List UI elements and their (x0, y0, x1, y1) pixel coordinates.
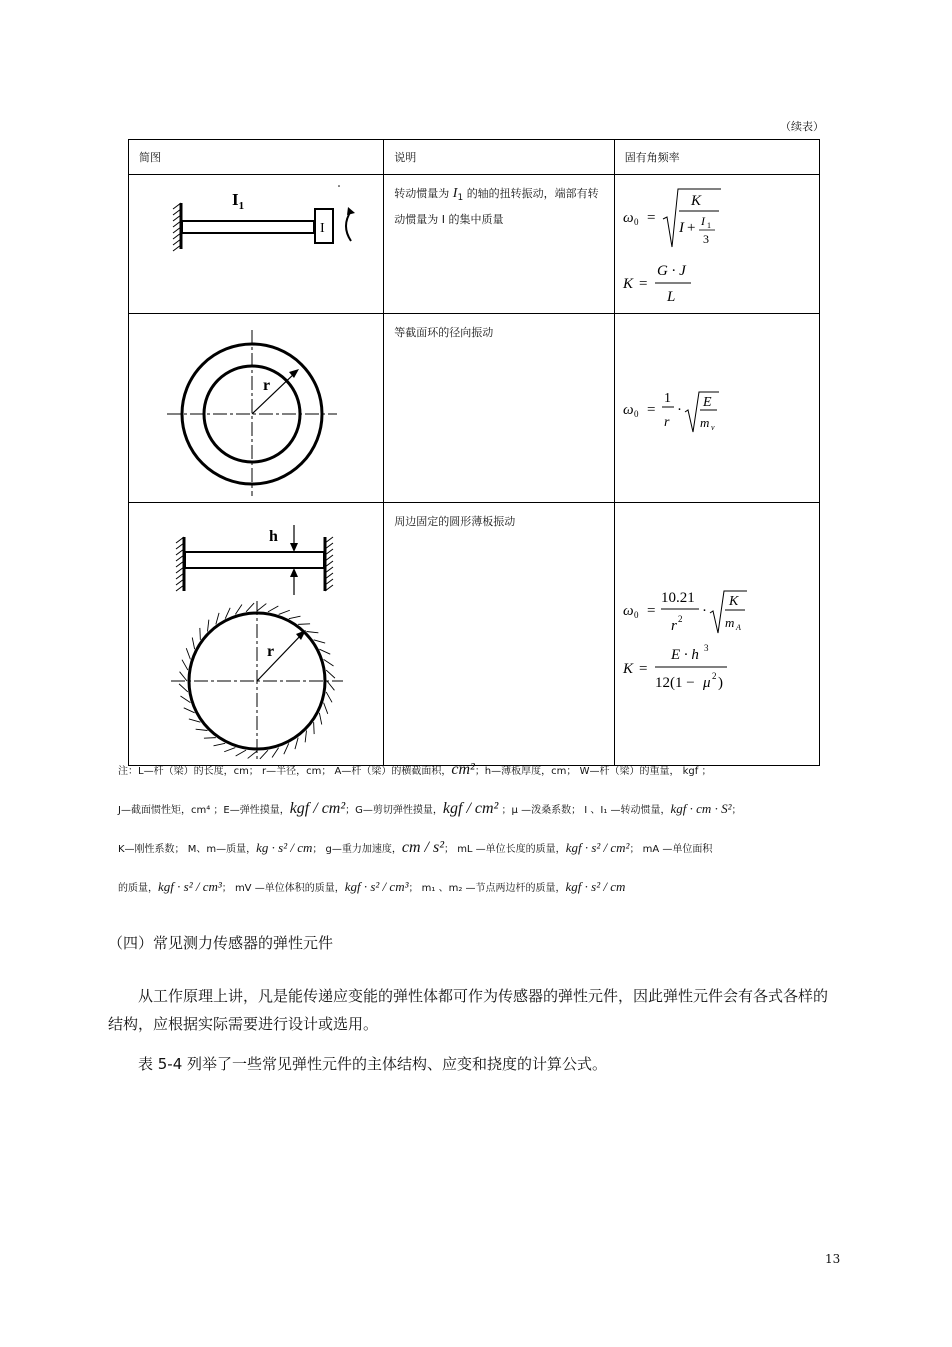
hatch-line (186, 648, 190, 659)
hatch-line (324, 703, 328, 714)
svg-text:1: 1 (663, 391, 671, 406)
radius-label: r (263, 377, 271, 394)
diagram-torsion-shaft (129, 175, 384, 314)
note-line-1: 注：L—杆（梁）的长度，cm； r—半径，cm； A—杆（梁）的横截面积，cm²；h—薄板厚度，cm； W—杆（梁）的重量， kgf ； (118, 761, 712, 778)
description-torsion: 转动惯量为 $I_1$ 的轴的扭转振动，端部有转动惯量为 I 的集中质量 (384, 175, 614, 314)
diagram-ring (129, 314, 384, 503)
table-header-row (129, 140, 820, 175)
svg-text:E: E (702, 395, 712, 410)
hatch-line (326, 692, 332, 702)
hatch-line (180, 672, 187, 681)
svg-text:K: K (690, 193, 701, 209)
svg-text:G · J: G · J (656, 263, 686, 279)
hatch-line (272, 748, 279, 758)
note-line-4: 的质量，kgf · s² / cm³； mV —单位体积的质量，kgf · s² / cm³； m₁ 、m₂ —节点两边杆的质量，kgf · s² / cm (118, 879, 626, 894)
formula-plate (614, 503, 819, 766)
hatch-line (189, 719, 201, 722)
svg-text:+: + (686, 220, 696, 236)
hatch-line (192, 638, 194, 650)
hatch-line (214, 743, 226, 745)
ring-formula (615, 314, 811, 498)
hatch-line (284, 743, 289, 754)
formula-ring (614, 314, 819, 503)
table-row (129, 503, 820, 766)
hatch-line (327, 681, 334, 690)
formula-torsion (614, 175, 819, 314)
hatch-line (182, 660, 188, 670)
description-plate: 周边固定的圆形薄板振动 (384, 503, 614, 766)
svg-text:·: · (701, 603, 707, 619)
hatch-line (319, 649, 330, 654)
note-line-2: J—截面惯性矩，cm⁴ ；E—弹性摸量，kgf / cm²；G—剪切弹性摸量，kgf / cm² ；μ —泼桑系数； I 、I₁ —转动惯量，kgf · cm · S²； (118, 800, 742, 817)
plate-denominator: 12(1 − (654, 675, 695, 691)
page-number: 13 (825, 1252, 841, 1266)
thickness-label: h (269, 528, 278, 545)
svg-text:=: = (646, 402, 656, 418)
hatch-line (200, 628, 201, 640)
hatch-line (204, 738, 216, 739)
svg-text:K: K (622, 661, 633, 677)
table-row (129, 314, 820, 503)
hatch-line (306, 632, 318, 633)
hatch-line (208, 620, 209, 632)
description-ring: 等截面环的径向振动 (384, 314, 614, 503)
hatch-line (225, 608, 230, 619)
svg-text:=: = (646, 210, 656, 226)
svg-text:=: = (638, 276, 648, 292)
svg-text:r: r (670, 618, 677, 634)
hatch-line (257, 604, 266, 611)
plate-diagram (129, 503, 375, 761)
hatch-line (298, 624, 310, 625)
svg-text:2: 2 (711, 671, 717, 681)
hatch-line (324, 659, 334, 666)
svg-text:μ: μ (702, 675, 711, 691)
svg-text:I: I (700, 214, 705, 228)
svg-text:L: L (666, 289, 676, 305)
hatch-line (246, 603, 254, 612)
shaft-label: $I_1$ (232, 190, 245, 212)
section-heading: （四）常见测力传感器的弹性元件 (108, 934, 334, 952)
svg-text:·: · (676, 402, 682, 418)
torsion-shaft-diagram (129, 175, 375, 309)
svg-text:3: 3 (702, 232, 709, 246)
svg-text:E · h: E · h (670, 647, 699, 663)
table-row (129, 175, 820, 314)
svg-text:): ) (717, 675, 723, 691)
hatch-line (216, 613, 219, 625)
hatch-line (314, 640, 326, 643)
svg-text:m: m (699, 415, 710, 430)
svg-text:I: I (678, 220, 684, 236)
hatch-line (248, 751, 257, 758)
vibration-table (128, 139, 820, 766)
svg-text:ω: ω (622, 603, 634, 619)
hatch-line (305, 730, 306, 742)
hatch-line (184, 708, 195, 713)
svg-text:v: v (710, 423, 715, 432)
hatch-line (196, 729, 208, 730)
hatch-line (235, 604, 242, 614)
hatch-line (319, 713, 321, 725)
svg-text:ω: ω (622, 402, 634, 418)
svg-text:0: 0 (633, 409, 639, 419)
svg-text:1: 1 (706, 221, 711, 230)
svg-text:ω: ω (622, 210, 634, 226)
paragraph-1: 从工作原理上讲，凡是能传递应变能的弹性体都可作为传感器的弹性元件，因此弹性元件会有各式各样的结构，应根据实际需要进行设计或选用。 (108, 987, 829, 1033)
mass-label: I (320, 221, 325, 236)
plate-formula (615, 503, 811, 761)
hatch-line (289, 616, 301, 618)
svg-text:3: 3 (703, 643, 709, 653)
hatch-line (314, 722, 315, 734)
svg-text:K: K (728, 594, 739, 609)
svg-text:=: = (638, 661, 648, 677)
ring-diagram (129, 314, 375, 498)
torsion-formula (615, 175, 811, 309)
hatch-line (260, 750, 268, 759)
svg-text:2: 2 (677, 614, 683, 624)
svg-text:0: 0 (633, 610, 639, 620)
paragraph-2: 表 5-4 列举了一些常见弹性元件的主体结构、应变和挠度的计算公式。 (138, 1055, 608, 1073)
continued-label: （续表） (780, 120, 824, 133)
svg-text:=: = (646, 603, 656, 619)
header-diagram: 简图 (129, 140, 384, 175)
header-description: 说明 (384, 140, 614, 175)
coefficient: 10.21 (660, 590, 695, 606)
hatch-line (279, 610, 290, 614)
hatch-line (224, 748, 235, 752)
hatch-line (179, 684, 188, 692)
note-line-3: K—刚性系数； M、m—质量，kg · s² / cm； g—重力加速度，cm / s²； mL —单位长度的质量，kgf · s² / cm²； mA —单位面积 (118, 839, 713, 856)
svg-text:r: r (663, 415, 670, 430)
plate-radius-label: r (267, 643, 275, 660)
hatch-line (180, 696, 190, 703)
hatch-line (295, 738, 298, 750)
svg-text:A: A (735, 623, 741, 632)
hatch-line (326, 670, 335, 678)
svg-text:m: m (724, 615, 735, 630)
header-frequency: 固有角频率 (614, 140, 819, 175)
diagram-plate (129, 503, 384, 766)
hatch-line (236, 750, 246, 756)
hatch-line (268, 606, 278, 612)
svg-text:0: 0 (633, 217, 639, 227)
table-notes (118, 762, 848, 918)
svg-text:K: K (622, 276, 633, 292)
